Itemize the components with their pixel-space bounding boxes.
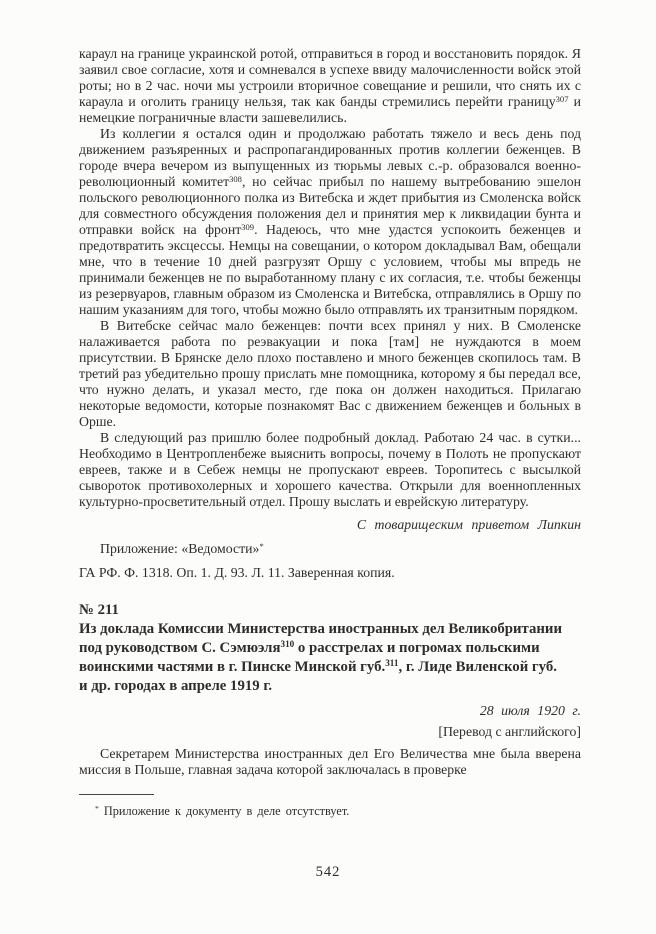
paragraph: Секретарем Министерства иностранных дел Его Величества мне была вверена миссия в Польше, главная задача которой заключалась в проверке (79, 746, 581, 777)
superscript-ref: 307 (555, 93, 569, 104)
document-date: 28 июля 1920 г. (479, 703, 581, 718)
archive-reference: ГА РФ. Ф. 1318. Оп. 1. Д. 93. Л. 11. Заверенная копия. (79, 565, 395, 580)
translation-note: [Перевод с английского] (438, 724, 581, 739)
title-line: Из доклада Комиссии Министерства иностранных дел Великобритании (79, 621, 562, 637)
superscript-ref: * (95, 804, 99, 814)
superscript-ref: 308 (229, 173, 242, 184)
document-heading (79, 601, 581, 696)
superscript-ref: * (259, 540, 264, 551)
letter-body (79, 46, 581, 510)
title-line: под руководством С. Сэмюэля$^{310}$ о расстрелах и погромах польскими (79, 639, 540, 656)
paragraph: В Витебске сейчас мало беженцев: почти всех принял у них. В Смоленске налаживается работа по реэвакуации и пока [там] не нуждаются в моем присутствии. В Брянске дело плохо поставлено и много беженцев скопилось там. В третий раз убедительно прошу прислать мне помощника, которому я бы передал все, что нужно делать, и указал место, где пока он должен находиться. Прилагаю некоторые ведомости, которые познакомят Вас с движением беженцев и больных в Орше. (79, 318, 581, 429)
superscript-ref: 311 (385, 658, 399, 669)
attachment-line: Приложение: «Ведомости»* (100, 540, 264, 556)
footnote-divider (79, 794, 154, 795)
document-title (79, 620, 581, 696)
footnote-area (79, 794, 581, 819)
title-line: воинскими частями в г. Пинске Минской губ.$^{311}$, г. Лиде Виленской губ. (79, 658, 557, 675)
footnote-text: * Приложение к документу в деле отсутствует. (95, 804, 350, 818)
paragraph: Из коллегии я остался один и продолжаю работать тяжело и весь день под движением разъяренных и распропагандированных против коллегии беженцев. В городе вчера вечером из выпущенных из тюрьмы левых с.-р. образовался военно-революционный комитет$^{308}$, но сейчас прибыл по нашему вытребованию эшелон польского революционного полка из Витебска и ждет прибытия из Смоленска войск для совместного обсуждения положения дел и принятия мер к ликвидации бунта и отправки войск на фронт$^{309}$. Надеюсь, что мне удастся успокоить беженцев и предотвратить эксцессы. Немцы на совещании, о котором докладывал Вам, обещали мне, что в течение 10 дней разгрузят Оршу с условием, чтобы мы впредь не принимали беженцев не по выработанному плану с их согласия, т.е. чтобы беженцы из резервуаров, главным образом из Смоленска и Витебска, отправлялись в Оршу по нашим указаниям для того, чтобы можно было отправлять их транзитным порядком. (79, 126, 582, 317)
paragraph: В следующий раз пришлю более подробный доклад. Работаю 24 час. в сутки... Необходимо в Центропленбеже выяснить вопросы, почему в Полоть не пропускают евреев, также и в Себеж немцы не пропускают евреев. Торопитесь с высылкой сывороток противохолерных и хорошего качества. Открыли для военнопленных культурно-просветительный отдел. Прошу выслать и еврейскую литературу. (79, 430, 581, 509)
page-number: 542 (315, 864, 341, 880)
letter-section (79, 46, 581, 581)
superscript-ref: 310 (280, 639, 295, 650)
letter-signature: С товарищеским приветом Липкин (356, 517, 581, 532)
document-body (79, 746, 581, 778)
paragraph: караул на границе украинской ротой, отправиться в город и восстановить порядок. Я заявил свое согласие, хотя и сомневался в успехе ввиду малочисленности войск этой роты; но в 2 час. ночи мы устроили вторичное совещание и решили, что снять их с караула и оголить границу нельзя, так как банды стремились перейти границу$^{307}$ и немецкие пограничные власти зашевелились. (79, 46, 581, 125)
document-number: № 211 (79, 602, 119, 618)
title-line: и др. городах в апреле 1919 г. (79, 678, 273, 694)
superscript-ref: 309 (241, 221, 255, 232)
